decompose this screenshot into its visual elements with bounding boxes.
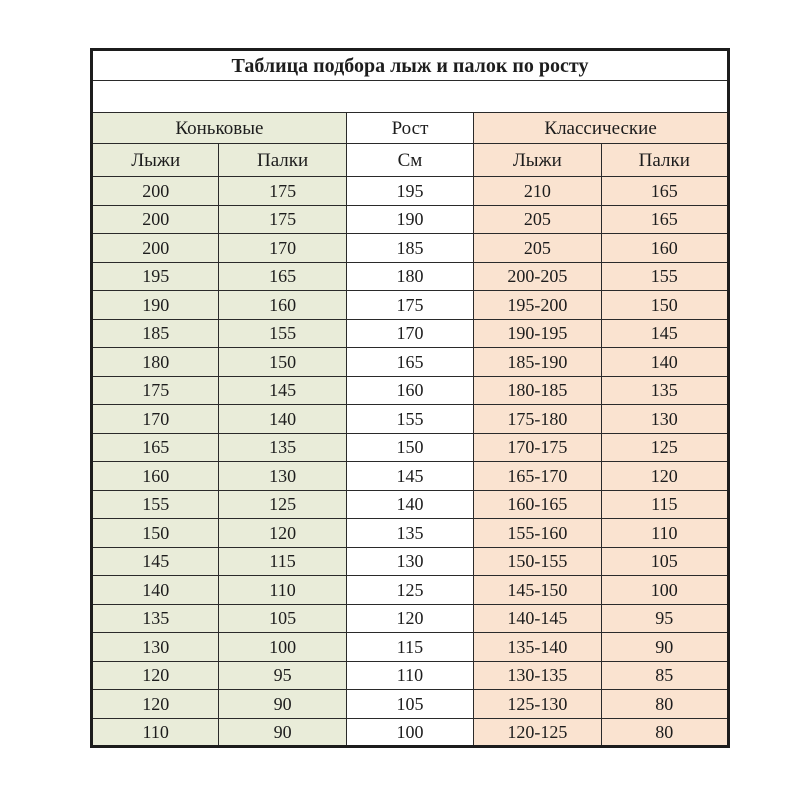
cell-height: 140 — [346, 490, 473, 519]
data-rows — [92, 177, 729, 747]
cell-classic-ski: 190-195 — [474, 319, 601, 348]
cell-skate-ski: 140 — [92, 576, 219, 605]
table-row — [92, 262, 729, 291]
cell-classic-ski: 160-165 — [474, 490, 601, 519]
cell-skate-ski: 110 — [92, 718, 219, 747]
cell-classic-pole: 120 — [601, 462, 728, 491]
table-row — [92, 718, 729, 747]
cell-height: 130 — [346, 547, 473, 576]
cell-skate-ski: 120 — [92, 690, 219, 719]
cell-height: 155 — [346, 405, 473, 434]
cell-height: 150 — [346, 433, 473, 462]
cell-height: 115 — [346, 633, 473, 662]
cell-skate-pole: 175 — [219, 177, 346, 206]
cell-classic-ski: 205 — [474, 234, 601, 263]
subheader-classic-poles: Палки — [601, 144, 728, 177]
cell-classic-ski: 130-135 — [474, 661, 601, 690]
cell-skate-ski: 150 — [92, 519, 219, 548]
cell-height: 185 — [346, 234, 473, 263]
cell-skate-pole: 170 — [219, 234, 346, 263]
cell-skate-pole: 145 — [219, 376, 346, 405]
cell-height: 120 — [346, 604, 473, 633]
cell-skate-pole: 140 — [219, 405, 346, 434]
subheader-height-cm: См — [346, 144, 473, 177]
sub-header-row — [92, 144, 729, 177]
group-header-height: Рост — [346, 113, 473, 144]
cell-skate-pole: 175 — [219, 205, 346, 234]
cell-classic-pole: 160 — [601, 234, 728, 263]
subheader-classic-skis: Лыжи — [474, 144, 601, 177]
cell-skate-pole: 155 — [219, 319, 346, 348]
table-row — [92, 433, 729, 462]
blank-row — [92, 81, 729, 113]
cell-skate-pole: 135 — [219, 433, 346, 462]
cell-classic-pole: 145 — [601, 319, 728, 348]
cell-skate-ski: 130 — [92, 633, 219, 662]
table-row — [92, 576, 729, 605]
cell-height: 170 — [346, 319, 473, 348]
table-row — [92, 490, 729, 519]
table-row — [92, 604, 729, 633]
group-header-skate: Коньковые — [92, 113, 347, 144]
cell-classic-pole: 165 — [601, 205, 728, 234]
group-header-row — [92, 113, 729, 144]
cell-classic-ski: 155-160 — [474, 519, 601, 548]
cell-skate-pole: 120 — [219, 519, 346, 548]
cell-classic-pole: 80 — [601, 718, 728, 747]
table-row — [92, 319, 729, 348]
cell-skate-ski: 200 — [92, 234, 219, 263]
cell-height: 175 — [346, 291, 473, 320]
cell-skate-ski: 185 — [92, 319, 219, 348]
cell-classic-ski: 200-205 — [474, 262, 601, 291]
cell-height: 165 — [346, 348, 473, 377]
table-row — [92, 519, 729, 548]
cell-skate-pole: 90 — [219, 690, 346, 719]
cell-classic-ski: 210 — [474, 177, 601, 206]
cell-classic-ski: 180-185 — [474, 376, 601, 405]
cell-classic-ski: 120-125 — [474, 718, 601, 747]
cell-classic-ski: 150-155 — [474, 547, 601, 576]
cell-skate-pole: 165 — [219, 262, 346, 291]
cell-classic-ski: 125-130 — [474, 690, 601, 719]
cell-skate-ski: 165 — [92, 433, 219, 462]
cell-skate-pole: 110 — [219, 576, 346, 605]
cell-height: 135 — [346, 519, 473, 548]
cell-classic-ski: 145-150 — [474, 576, 601, 605]
cell-skate-pole: 150 — [219, 348, 346, 377]
cell-classic-ski: 205 — [474, 205, 601, 234]
cell-height: 180 — [346, 262, 473, 291]
cell-classic-pole: 130 — [601, 405, 728, 434]
cell-classic-ski: 140-145 — [474, 604, 601, 633]
cell-skate-pole: 125 — [219, 490, 346, 519]
cell-classic-pole: 90 — [601, 633, 728, 662]
cell-classic-ski: 195-200 — [474, 291, 601, 320]
cell-skate-pole: 160 — [219, 291, 346, 320]
cell-skate-ski: 195 — [92, 262, 219, 291]
cell-height: 105 — [346, 690, 473, 719]
cell-skate-ski: 180 — [92, 348, 219, 377]
cell-skate-ski: 170 — [92, 405, 219, 434]
cell-skate-ski: 200 — [92, 177, 219, 206]
cell-classic-pole: 80 — [601, 690, 728, 719]
cell-classic-pole: 95 — [601, 604, 728, 633]
cell-classic-ski: 185-190 — [474, 348, 601, 377]
table-row — [92, 462, 729, 491]
cell-height: 145 — [346, 462, 473, 491]
cell-classic-pole: 110 — [601, 519, 728, 548]
cell-classic-pole: 155 — [601, 262, 728, 291]
table-row — [92, 661, 729, 690]
cell-skate-ski: 135 — [92, 604, 219, 633]
cell-skate-ski: 200 — [92, 205, 219, 234]
cell-skate-pole: 115 — [219, 547, 346, 576]
cell-skate-ski: 190 — [92, 291, 219, 320]
cell-classic-pole: 125 — [601, 433, 728, 462]
blank-cell — [92, 81, 729, 113]
cell-skate-ski: 120 — [92, 661, 219, 690]
table-header — [92, 50, 729, 177]
cell-skate-pole: 90 — [219, 718, 346, 747]
cell-classic-pole: 135 — [601, 376, 728, 405]
table-row — [92, 547, 729, 576]
table-row — [92, 348, 729, 377]
title-row — [92, 50, 729, 81]
cell-skate-pole: 130 — [219, 462, 346, 491]
cell-height: 160 — [346, 376, 473, 405]
table-row — [92, 205, 729, 234]
table-row — [92, 234, 729, 263]
cell-skate-ski: 155 — [92, 490, 219, 519]
cell-classic-ski: 135-140 — [474, 633, 601, 662]
cell-height: 100 — [346, 718, 473, 747]
cell-skate-ski: 175 — [92, 376, 219, 405]
cell-height: 110 — [346, 661, 473, 690]
cell-skate-pole: 105 — [219, 604, 346, 633]
cell-height: 125 — [346, 576, 473, 605]
ski-size-table — [90, 48, 730, 748]
table-row — [92, 633, 729, 662]
cell-skate-pole: 95 — [219, 661, 346, 690]
cell-classic-pole: 115 — [601, 490, 728, 519]
table-row — [92, 690, 729, 719]
cell-skate-ski: 145 — [92, 547, 219, 576]
cell-classic-pole: 150 — [601, 291, 728, 320]
cell-classic-pole: 100 — [601, 576, 728, 605]
cell-classic-pole: 85 — [601, 661, 728, 690]
cell-skate-ski: 160 — [92, 462, 219, 491]
cell-classic-ski: 165-170 — [474, 462, 601, 491]
cell-height: 190 — [346, 205, 473, 234]
table-title: Таблица подбора лыж и палок по росту — [92, 50, 729, 81]
cell-classic-pole: 165 — [601, 177, 728, 206]
table-row — [92, 376, 729, 405]
cell-classic-pole: 105 — [601, 547, 728, 576]
group-header-classic: Классические — [474, 113, 729, 144]
cell-classic-pole: 140 — [601, 348, 728, 377]
table-row — [92, 405, 729, 434]
table-row — [92, 291, 729, 320]
cell-skate-pole: 100 — [219, 633, 346, 662]
table-row — [92, 177, 729, 206]
subheader-skate-skis: Лыжи — [92, 144, 219, 177]
cell-height: 195 — [346, 177, 473, 206]
cell-classic-ski: 170-175 — [474, 433, 601, 462]
subheader-skate-poles: Палки — [219, 144, 346, 177]
cell-classic-ski: 175-180 — [474, 405, 601, 434]
